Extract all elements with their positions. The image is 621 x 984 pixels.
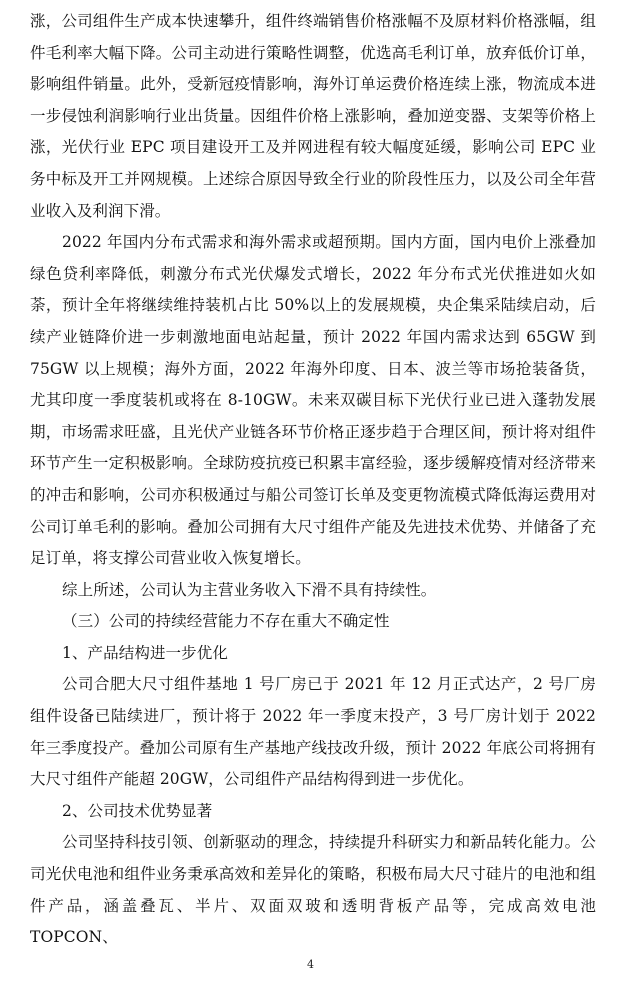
paragraph-continuation: 涨，公司组件生产成本快速攀升，组件终端销售价格涨幅不及原材料价格涨幅，组件毛利率大幅下降。公司主动进行策略性调整，优选高毛利订单，放弃低价订单，影响组件销量。此外，受新冠疫情影响，海外订单运费价格连续上涨，物流成本进一步侵蚀利润影响行业出货量。因组件价格上涨影响，叠加逆变器、支架等价格上涨，光伏行业 EPC 项目建设开工及并网进程有较大幅度延缓，影响公司 EPC 业务中标及开工并网规模。上述综合原因导致全行业的阶段性压力，以及公司全年营业收入及利润下滑。 <box>30 12 596 220</box>
paragraph-technology: 公司坚持科技引领、创新驱动的理念，持续提升科研实力和新品转化能力。公司光伏电池和组件业务秉承高效和差异化的策略，积极布局大尺寸硅片的电池和组件产品，涵盖叠瓦、半片、双面双玻和透明背板产品等，完成高效电池 TOPCON、 <box>30 833 596 947</box>
paragraph-product-structure: 公司合肥大尺寸组件基地 1 号厂房已于 2021 年 12 月正式达产，2 号厂房组件设备已陆续进厂，预计将于 2022 年一季度末投产，3 号厂房计划于 2022 年三季度投产。叠加公司原有生产基地产线技改升级，预计 2022 年底公司将拥有大尺寸组件产能超 20GW，公司组件产品结构得到进一步优化。 <box>30 675 596 789</box>
page-number: 4 <box>307 958 314 971</box>
section-heading: （三）公司的持续经营能力不存在重大不确定性 <box>62 612 390 631</box>
subsection-heading-technology: 2、公司技术优势显著 <box>62 801 213 820</box>
document-body <box>30 6 596 954</box>
subsection-heading-product-structure: 1、产品结构进一步优化 <box>62 643 228 662</box>
paragraph-market-outlook: 2022 年国内分布式需求和海外需求或超预期。国内方面，国内电价上涨叠加绿色贷利率降低，刺激分布式光伏爆发式增长，2022 年分布式光伏推进如火如荼，预计全年将继续维持装机占比 50%以上的发展规模，央企集采陆续启动，后续产业链降价进一步刺激地面电站起量，预计 2022 年国内需求达到 65GW 到 75GW 以上规模；海外方面，2022 年海外印度、日本、波兰等市场抢装备货，尤其印度一季度装机或将在 8-10GW。未来双碳目标下光伏行业已进入蓬勃发展期，市场需求旺盛，且光伏产业链各环节价格正逐步趋于合理区间，预计将对组件环节产生一定积极影响。全球防疫抗疫已积累丰富经验，逐步缓解疫情对经济带来的冲击和影响，公司亦积极通过与船公司签订长单及变更物流模式降低海运费用对公司订单毛利的影响。叠加公司拥有大尺寸组件产能及先进技术优势、并储备了充足订单，将支撑公司营业收入恢复增长。 <box>30 233 596 568</box>
paragraph-conclusion: 综上所述，公司认为主营业务收入下滑不具有持续性。 <box>62 580 437 599</box>
